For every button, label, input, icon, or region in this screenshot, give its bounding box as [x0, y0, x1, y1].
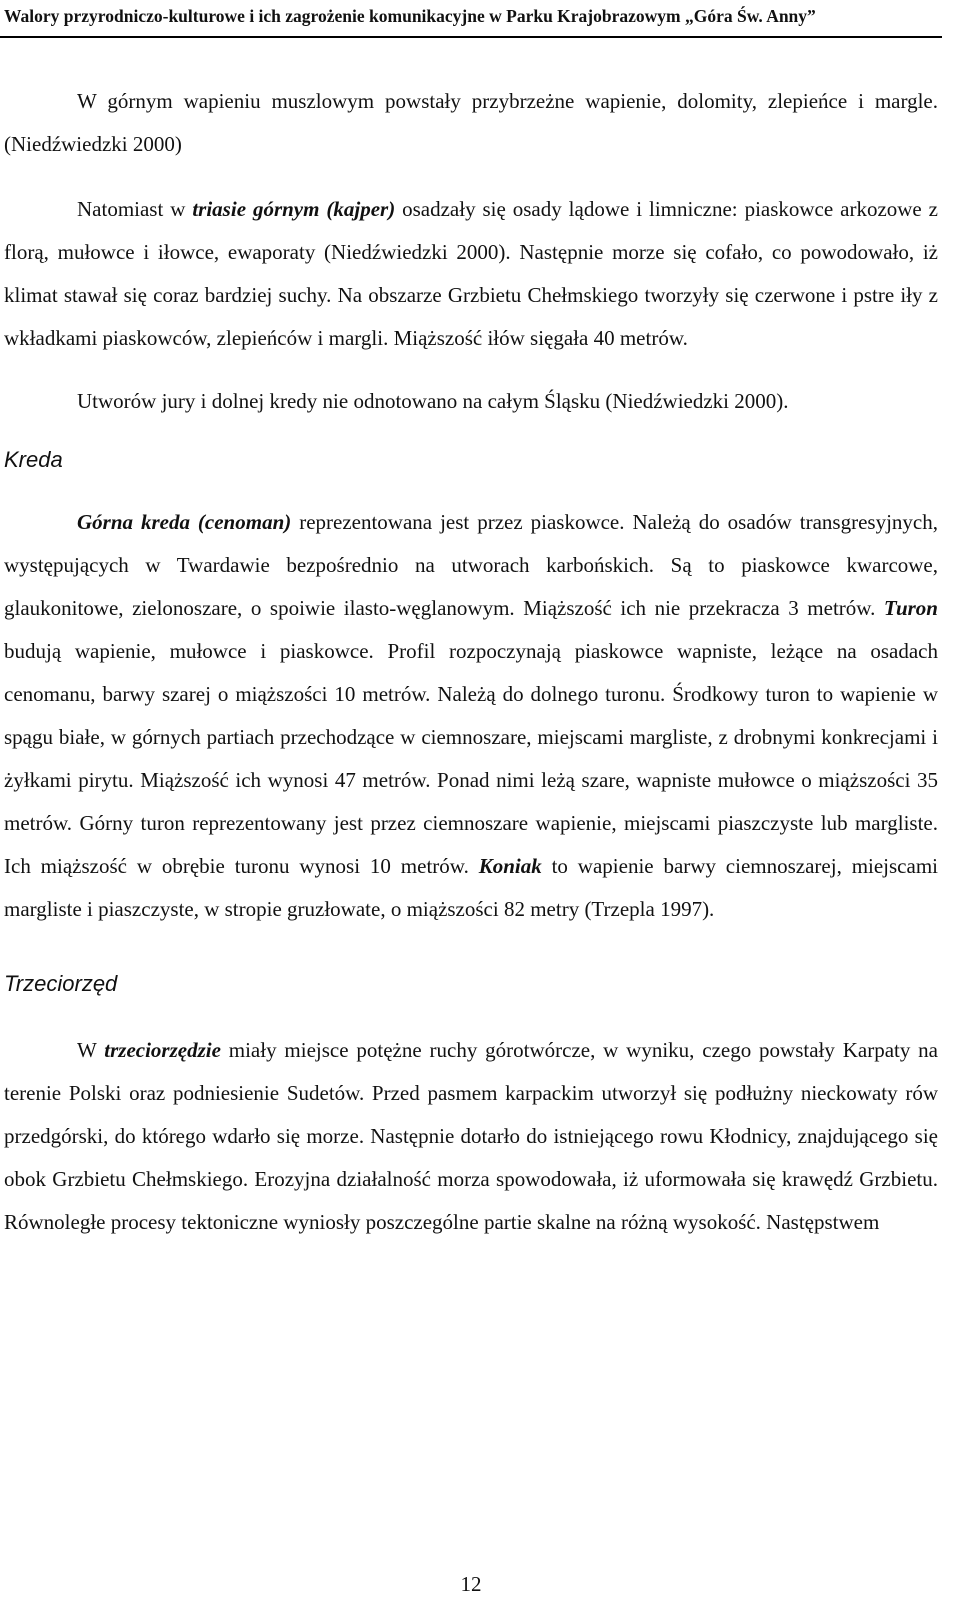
text-run: Natomiast w [77, 197, 193, 221]
term-tertiary: trzeciorzędzie [104, 1038, 221, 1062]
page-header-title: Walory przyrodniczo-kulturowe i ich zagrożenie komunikacyjne w Parku Krajobrazowym „Góra Św. Anny” [4, 6, 816, 26]
text-run: reprezentowana jest przez piaskowce. Należą do osadów transgresyjnych, występujących w Twardawie bezpośrednio na utworach karbońskich. Są to piaskowce kwarcowe, glaukonitowe, zielonoszare, o spoiwie ilasto-węglanowym. Miąższość ich nie przekracza 3 metrów. [4, 510, 938, 620]
text-run: to wapienie barwy ciemnoszarej, miejscami margliste i piaszczyste, w stropie gruzłowate, o miąższości 82 metry (Trzepla 1997). [4, 854, 938, 921]
paragraph-jurassic-note: Utworów jury i dolnej kredy nie odnotowano na całym Śląsku (Niedźwiedzki 2000). [77, 389, 789, 413]
paragraph-cretaceous [4, 501, 938, 931]
term-triassic-upper: triasie górnym (kajper) [192, 197, 396, 221]
text-run: osadzały się osady lądowe i limniczne: piaskowce arkozowe z florą, mułowce i iłowce, ewaporaty (Niedźwiedzki 2000). Następnie morze się cofało, co powodowało, iż klimat stawał się coraz bardziej suchy. Na obszarze Grzbietu Chełmskiego tworzyły się czerwone i pstre iły z wkładkami piaskowców, zlepieńców i margli. Miąższość iłów sięgała 40 metrów. [4, 197, 938, 350]
header-rule [0, 36, 942, 38]
paragraph-upper-triassic [4, 188, 938, 360]
term-koniak: Koniak [478, 854, 542, 878]
text-run: miały miejsce potężne ruchy górotwórcze, w wyniku, czego powstały Karpaty na terenie Polski oraz podniesienie Sudetów. Przed pasmem karpackim utworzył się podłużny nieckowaty rów przedgórski, do którego wdarło się morze. Następnie dotarło do istniejącego rowu Kłodnicy, znajdującego się obok Grzbietu Chełmskiego. Erozyjna działalność morza spowodowała, iż uformowała się krawędź Grzbietu. Równoległe procesy tektoniczne wyniosły poszczególne partie skalne na różną wysokość. Następstwem [4, 1038, 938, 1234]
text-run: W [77, 1038, 105, 1062]
page-number: 12 [460, 1572, 482, 1596]
text-run: budują wapienie, mułowce i piaskowce. Profil rozpoczynają piaskowce wapniste, leżące na osadach cenomanu, barwy szarej o miąższości 10 metrów. Należą do dolnego turonu. Środkowy turon to wapienie w spągu białe, w górnych partiach przechodzące w ciemnoszare, miejscami margliste, z drobnymi konkrecjami i żyłkami pirytu. Miąższość ich wynosi 47 metrów. Ponad nimi leżą szare, wapniste mułowce o miąższości 35 metrów. Górny turon reprezentowany jest przez ciemnoszare wapienie, miejscami piaszczyste lub margliste. Ich miąższość w obrębie turonu wynosi 10 metrów. [4, 639, 938, 878]
section-heading-kreda: Kreda [4, 447, 63, 472]
term-upper-cretaceous: Górna kreda (cenoman) [77, 510, 292, 534]
term-turon: Turon [883, 596, 938, 620]
section-heading-trzeciorzed: Trzeciorzęd [4, 971, 118, 996]
paragraph-tertiary [4, 1029, 938, 1244]
document-body [4, 80, 938, 1244]
paragraph-upper-muschelkalk: W górnym wapieniu muszlowym powstały przybrzeżne wapienie, dolomity, zlepieńce i margle. (Niedźwiedzki 2000) [4, 89, 938, 156]
